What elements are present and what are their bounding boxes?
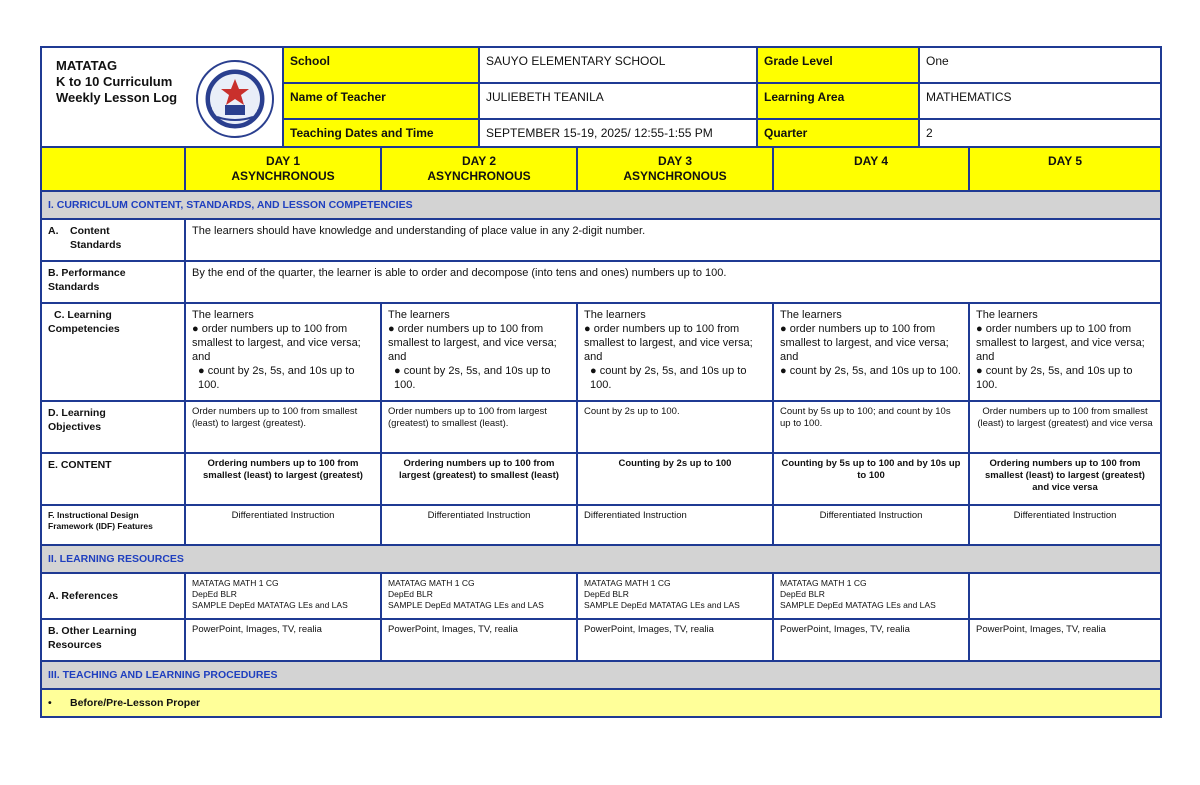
day-3-mode: ASYNCHRONOUS — [623, 169, 727, 183]
performance-standards-row — [41, 261, 1161, 303]
content-day-5: Ordering numbers up to 100 from smallest (least) to largest (greatest) and vice versa — [969, 453, 1161, 505]
day-4-title: DAY 4 — [853, 154, 889, 168]
idf-label-2: Framework (IDF) Features — [48, 521, 153, 531]
content-day-3: Counting by 2s up to 100 — [577, 453, 773, 505]
competency-item-2: ● count by 2s, 5s, and 10s up to 100. — [976, 365, 1133, 391]
objectives-label — [41, 401, 185, 453]
deped-seal-icon — [195, 59, 275, 139]
day-5-header — [969, 147, 1161, 191]
competency-item-1: ● order numbers up to 100 from smallest to largest, and vice versa; and — [192, 323, 361, 363]
competency-item-2: ● count by 2s, 5s, and 10s up to 100. — [394, 365, 551, 391]
references-row — [41, 573, 1161, 619]
content-day-4: Counting by 5s up to 100 and by 10s up to 100 — [773, 453, 969, 505]
content-standards-letter: A. — [48, 225, 59, 237]
day-2-header — [381, 147, 577, 191]
performance-standards-label-2: Standards — [48, 281, 100, 293]
section-2-row — [41, 545, 1161, 573]
performance-standards-label-1: B. Performance — [48, 267, 126, 279]
competencies-label — [41, 303, 185, 401]
reference-line-2: DepEd BLR — [584, 589, 629, 599]
competencies-row — [41, 303, 1161, 401]
objective-day-2: Order numbers up to 100 from largest (greatest) to smallest (least). — [381, 401, 577, 453]
reference-line-1: MATATAG MATH 1 CG — [584, 578, 671, 588]
idf-day-1: Differentiated Instruction — [185, 505, 381, 545]
objective-day-1: Order numbers up to 100 from smallest (least) to largest (greatest). — [185, 401, 381, 453]
competency-item-1: ● order numbers up to 100 from smallest to largest, and vice versa; and — [780, 323, 949, 363]
before-lesson-bullet: • — [48, 697, 52, 709]
reference-line-2: DepEd BLR — [780, 589, 825, 599]
reference-line-3: SAMPLE DepEd MATATAG LEs and LAS — [584, 600, 740, 610]
other-resources-label-2: Resources — [48, 639, 102, 651]
grade-level-value: One — [919, 47, 1161, 83]
content-standards-text: The learners should have knowledge and understanding of place value in any 2-digit number. — [185, 219, 1161, 261]
reference-line-1: MATATAG MATH 1 CG — [192, 578, 279, 588]
idf-label — [41, 505, 185, 545]
competencies-day-2 — [381, 303, 577, 401]
references-label: A. References — [41, 573, 185, 619]
day-1-mode: ASYNCHRONOUS — [231, 169, 335, 183]
competencies-intro: The learners — [976, 309, 1038, 321]
dates-label: Teaching Dates and Time — [283, 119, 479, 155]
title-line-1: MATATAG — [56, 58, 118, 73]
objective-day-4: Count by 5s up to 100; and count by 10s up to 100. — [773, 401, 969, 453]
quarter-label: Quarter — [757, 119, 919, 155]
competencies-intro: The learners — [780, 309, 842, 321]
competencies-day-3 — [577, 303, 773, 401]
school-label: School — [283, 47, 479, 83]
day-1-header — [185, 147, 381, 191]
content-day-2: Ordering numbers up to 100 from largest (greatest) to smallest (least) — [381, 453, 577, 505]
references-day-1 — [185, 573, 381, 619]
other-resources-day-4: PowerPoint, Images, TV, realia — [773, 619, 969, 661]
day-5-title: DAY 5 — [1047, 154, 1083, 168]
content-day-1: Ordering numbers up to 100 from smallest (least) to largest (greatest) — [185, 453, 381, 505]
day-3-title: DAY 3 — [657, 154, 693, 168]
deped-seal — [187, 47, 283, 155]
references-day-3 — [577, 573, 773, 619]
day-1-title: DAY 1 — [265, 154, 301, 168]
reference-line-2: DepEd BLR — [388, 589, 433, 599]
competencies-day-1 — [185, 303, 381, 401]
other-resources-label-1: B. Other Learning — [48, 625, 137, 637]
other-resources-label — [41, 619, 185, 661]
idf-day-5: Differentiated Instruction — [969, 505, 1161, 545]
idf-day-2: Differentiated Instruction — [381, 505, 577, 545]
reference-line-3: SAMPLE DepEd MATATAG LEs and LAS — [388, 600, 544, 610]
before-lesson-label: Before/Pre-Lesson Proper — [70, 697, 201, 709]
references-day-2 — [381, 573, 577, 619]
learning-area-value: MATHEMATICS — [919, 83, 1161, 119]
section-3-row — [41, 661, 1161, 689]
competencies-intro: The learners — [584, 309, 646, 321]
objective-day-5: Order numbers up to 100 from smallest (least) to largest (greatest) and vice versa — [969, 401, 1161, 453]
before-lesson-row — [41, 689, 1161, 717]
section-1-heading: I. CURRICULUM CONTENT, STANDARDS, AND LESSON COMPETENCIES — [41, 191, 1161, 219]
competency-item-2: ● count by 2s, 5s, and 10s up to 100. — [590, 365, 747, 391]
idf-day-4: Differentiated Instruction — [773, 505, 969, 545]
section-1-row — [41, 191, 1161, 219]
school-value: SAUYO ELEMENTARY SCHOOL — [479, 47, 757, 83]
competency-item-2: ● count by 2s, 5s, and 10s up to 100. — [198, 365, 355, 391]
section-3-heading: III. TEACHING AND LEARNING PROCEDURES — [41, 661, 1161, 689]
content-standards-label-2: Standards — [70, 239, 122, 251]
grade-level-label: Grade Level — [757, 47, 919, 83]
objectives-label-2: Objectives — [48, 421, 102, 433]
before-lesson-heading — [41, 689, 1161, 717]
learning-area-label: Learning Area — [757, 83, 919, 119]
objective-day-3: Count by 2s up to 100. — [577, 401, 773, 453]
content-standards-label-1: Content — [70, 225, 110, 237]
references-day-4 — [773, 573, 969, 619]
other-resources-day-3: PowerPoint, Images, TV, realia — [577, 619, 773, 661]
performance-standards-text: By the end of the quarter, the learner is able to order and decompose (into tens and ones) numbers up to 100. — [185, 261, 1161, 303]
objectives-row — [41, 401, 1161, 453]
day-header-blank — [41, 147, 185, 191]
reference-line-2: DepEd BLR — [192, 589, 237, 599]
idf-day-3: Differentiated Instruction — [577, 505, 773, 545]
reference-line-3: SAMPLE DepEd MATATAG LEs and LAS — [780, 600, 936, 610]
competencies-day-5 — [969, 303, 1161, 401]
day-4-header — [773, 147, 969, 191]
title-line-3: Weekly Lesson Log — [56, 90, 178, 105]
log-title — [41, 47, 187, 155]
day-3-header — [577, 147, 773, 191]
competencies-intro: The learners — [388, 309, 450, 321]
reference-line-1: MATATAG MATH 1 CG — [780, 578, 867, 588]
content-standards-row — [41, 219, 1161, 261]
competencies-day-4 — [773, 303, 969, 401]
competencies-label-2: Competencies — [48, 323, 120, 335]
section-2-heading: II. LEARNING RESOURCES — [41, 545, 1161, 573]
quarter-value: 2 — [919, 119, 1161, 155]
header-table — [40, 46, 1162, 156]
references-day-5 — [969, 573, 1161, 619]
idf-row — [41, 505, 1161, 545]
content-label: E. CONTENT — [41, 453, 185, 505]
reference-line-1: MATATAG MATH 1 CG — [388, 578, 475, 588]
title-line-2: K to 10 Curriculum — [56, 74, 173, 89]
competencies-intro: The learners — [192, 309, 254, 321]
day-2-title: DAY 2 — [461, 154, 497, 168]
content-row — [41, 453, 1161, 505]
reference-line-3: SAMPLE DepEd MATATAG LEs and LAS — [192, 600, 348, 610]
teacher-value: JULIEBETH TEANILA — [479, 83, 757, 119]
competency-item-1: ● order numbers up to 100 from smallest to largest, and vice versa; and — [976, 323, 1145, 363]
other-resources-day-1: PowerPoint, Images, TV, realia — [185, 619, 381, 661]
objectives-label-1: D. Learning — [48, 407, 106, 419]
competency-item-1: ● order numbers up to 100 from smallest to largest, and vice versa; and — [584, 323, 753, 363]
teacher-label: Name of Teacher — [283, 83, 479, 119]
dates-value: SEPTEMBER 15-19, 2025/ 12:55-1:55 PM — [479, 119, 757, 155]
performance-standards-label — [41, 261, 185, 303]
content-standards-label — [41, 219, 185, 261]
competency-item-1: ● order numbers up to 100 from smallest to largest, and vice versa; and — [388, 323, 557, 363]
competency-item-2: ● count by 2s, 5s, and 10s up to 100. — [780, 365, 961, 377]
day-header-row — [41, 147, 1161, 191]
competencies-label-1: C. Learning — [54, 309, 112, 321]
other-resources-day-2: PowerPoint, Images, TV, realia — [381, 619, 577, 661]
other-resources-row — [41, 619, 1161, 661]
other-resources-day-5: PowerPoint, Images, TV, realia — [969, 619, 1161, 661]
lesson-log-table — [40, 146, 1162, 718]
day-2-mode: ASYNCHRONOUS — [427, 169, 531, 183]
idf-label-1: F. Instructional Design — [48, 510, 139, 520]
